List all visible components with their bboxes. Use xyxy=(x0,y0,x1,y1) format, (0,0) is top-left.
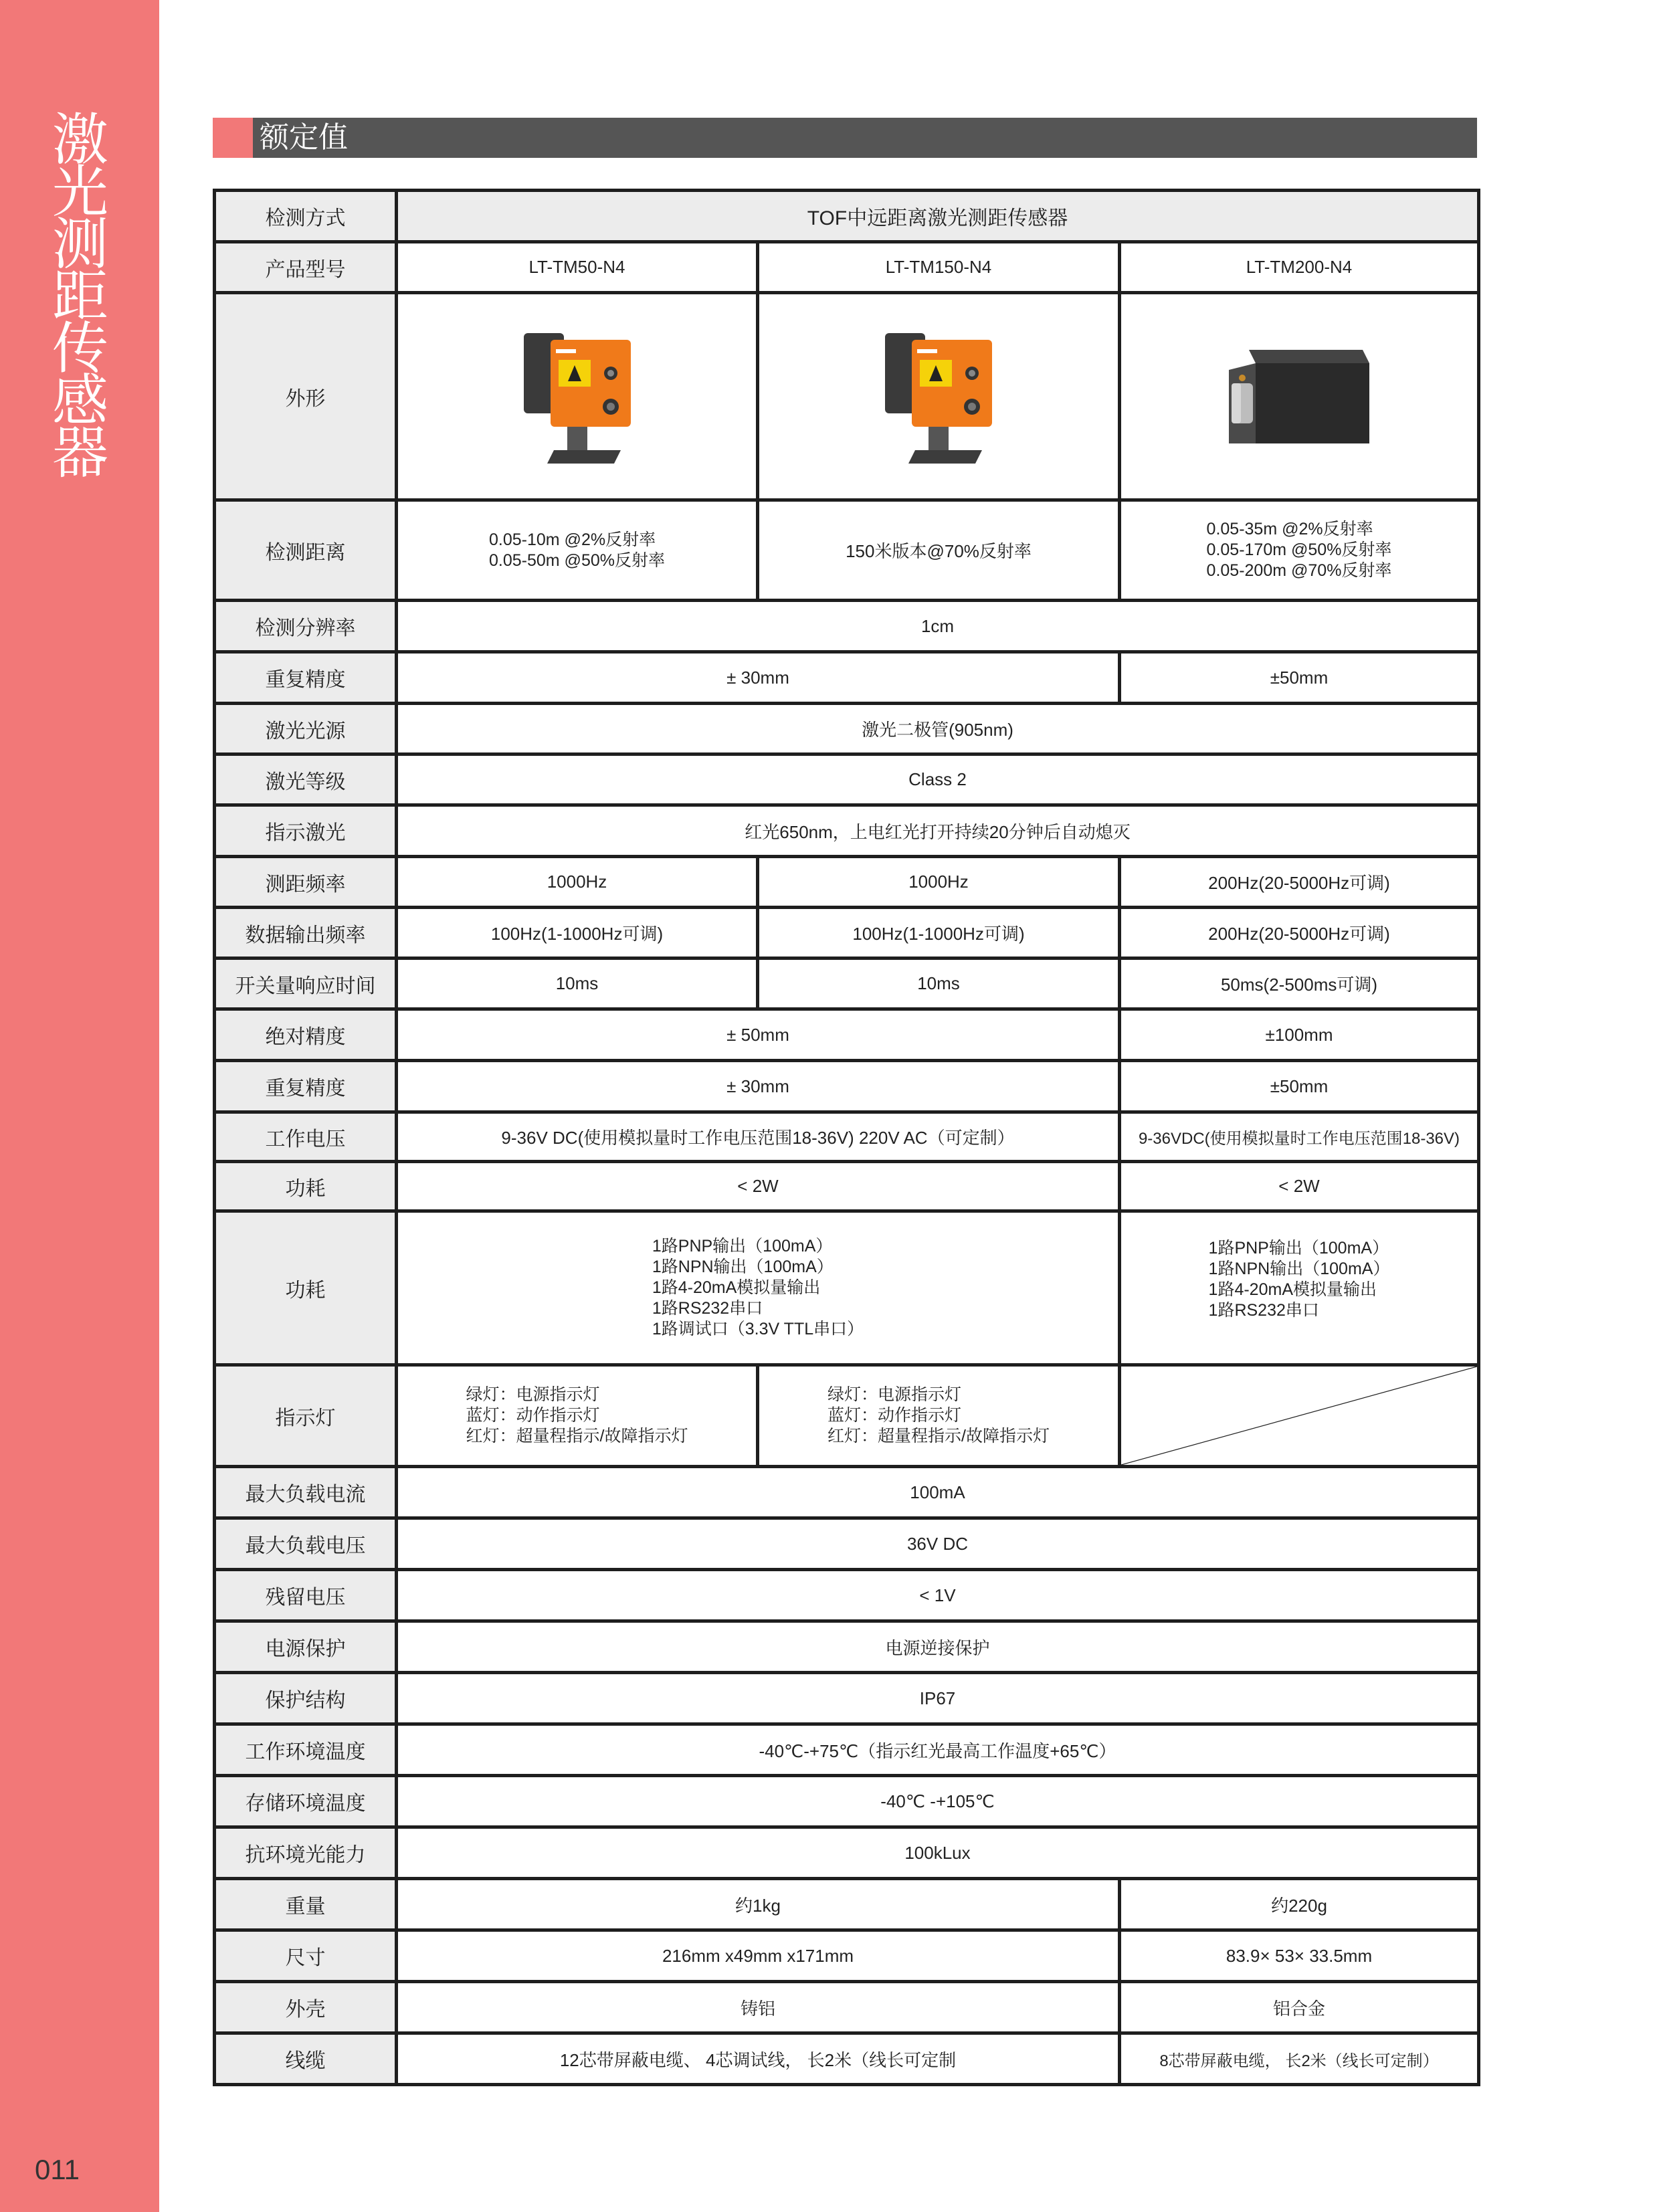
page-number: 011 xyxy=(35,2154,80,2185)
table-row xyxy=(215,652,1479,704)
row-label: 最大负载电流 xyxy=(215,1467,397,1518)
multi-line-text xyxy=(1207,519,1392,581)
row-label: 检测距离 xyxy=(215,500,397,601)
cell: 100Hz(1-1000Hz可调) xyxy=(397,908,758,959)
row-label: 线缆 xyxy=(215,2033,397,2085)
table-row xyxy=(215,857,1479,908)
vertical-title xyxy=(47,107,114,486)
table-row xyxy=(215,1112,1479,1162)
table-row xyxy=(215,1467,1479,1518)
text-line: 红灯：超量程指示/故障指示灯 xyxy=(827,1427,1050,1445)
table-row xyxy=(215,1009,1479,1061)
row-label: 指示激光 xyxy=(215,805,397,857)
text-line: 1路NPN输出（100mA） xyxy=(1208,1260,1390,1278)
cell xyxy=(397,1211,1120,1365)
row-label: 功耗 xyxy=(215,1211,397,1365)
cell: 红光650nm，上电红光打开持续20分钟后自动熄灭 xyxy=(397,805,1479,857)
multi-line-text xyxy=(827,1385,1050,1447)
product-image-tm150 xyxy=(758,293,1120,500)
row-label: 指示灯 xyxy=(215,1365,397,1467)
cell: 83.9× 53× 33.5mm xyxy=(1120,1930,1479,1982)
cell: 1000Hz xyxy=(397,857,758,908)
cell: 12芯带屏蔽电缆、 4芯调试线， 长2米（线长可定制 xyxy=(397,2033,1120,2085)
title-char: 传 xyxy=(52,316,108,381)
cell: 1000Hz xyxy=(758,857,1120,908)
table-row xyxy=(215,242,1479,293)
model-cell: LT-TM200-N4 xyxy=(1120,242,1479,293)
model-cell: LT-TM150-N4 xyxy=(758,242,1120,293)
table-row xyxy=(215,1982,1479,2033)
title-char: 光 xyxy=(52,159,108,225)
product-image-tm50 xyxy=(397,293,758,500)
table-row xyxy=(215,1518,1479,1570)
sensor-black-box-image xyxy=(1222,336,1376,457)
cell: 100kLux xyxy=(397,1827,1479,1879)
cell: 电源逆接保护 xyxy=(397,1621,1479,1673)
table-row xyxy=(215,1621,1479,1673)
row-label: 保护结构 xyxy=(215,1673,397,1724)
multi-line-text xyxy=(489,530,665,571)
text-line: 1路PNP输出（100mA） xyxy=(652,1237,833,1255)
text-line: 0.05-170m @50%反射率 xyxy=(1206,540,1392,559)
text-line: 1路4-20mA模拟量输出 xyxy=(1208,1280,1377,1299)
cell: < 1V xyxy=(397,1570,1479,1621)
table-row xyxy=(215,1776,1479,1827)
text-line: 0.05-10m @2%反射率 xyxy=(489,530,656,549)
text-line: 1路4-20mA模拟量输出 xyxy=(652,1278,821,1297)
cell: -40℃-+75℃（指示红光最高工作温度+65℃） xyxy=(397,1724,1479,1776)
title-char: 感 xyxy=(52,368,108,433)
cell: 200Hz(20-5000Hz可调) xyxy=(1120,908,1479,959)
row-label: 激光光源 xyxy=(215,704,397,755)
cell: 1cm xyxy=(397,601,1479,652)
empty-diagonal-cell xyxy=(1120,1365,1479,1467)
cell: 10ms xyxy=(397,959,758,1009)
sensor-orange-image xyxy=(878,320,999,474)
row-label: 重量 xyxy=(215,1879,397,1930)
section-title: 额定值 xyxy=(260,120,348,155)
cell: 36V DC xyxy=(397,1518,1479,1570)
cell: 铸铝 xyxy=(397,1982,1120,2033)
table-row xyxy=(215,1061,1479,1112)
text-line: 绿灯：电源指示灯 xyxy=(466,1385,600,1404)
section-header-bar xyxy=(213,118,1477,158)
table-row xyxy=(215,805,1479,857)
table-row xyxy=(215,293,1479,500)
cell: < 2W xyxy=(1120,1162,1479,1211)
row-label: 抗环境光能力 xyxy=(215,1827,397,1879)
multi-line-text xyxy=(466,1385,688,1447)
table-row xyxy=(215,908,1479,959)
model-cell: LT-TM50-N4 xyxy=(397,242,758,293)
text-line: 1路RS232串口 xyxy=(652,1299,763,1318)
cell: 150米版本@70%反射率 xyxy=(758,500,1120,601)
row-label: 功耗 xyxy=(215,1162,397,1211)
row-label: 检测方式 xyxy=(215,191,397,242)
text-line: 绿灯：电源指示灯 xyxy=(827,1385,962,1404)
cell xyxy=(1120,1211,1479,1365)
row-label: 工作环境温度 xyxy=(215,1724,397,1776)
text-line: 1路调试口（3.3V TTL串口） xyxy=(652,1320,864,1338)
row-label: 最大负载电压 xyxy=(215,1518,397,1570)
title-char: 测 xyxy=(52,211,108,277)
row-label: 外壳 xyxy=(215,1982,397,2033)
row-label: 数据输出频率 xyxy=(215,908,397,959)
row-label: 工作电压 xyxy=(215,1112,397,1162)
cell xyxy=(397,1365,758,1467)
text-line: 1路NPN输出（100mA） xyxy=(652,1258,834,1276)
table-row xyxy=(215,191,1479,242)
cell: 9-36V DC(使用模拟量时工作电压范围18-36V) 220V AC（可定制） xyxy=(397,1112,1120,1162)
row-label: 重复精度 xyxy=(215,652,397,704)
text-line: 0.05-50m @50%反射率 xyxy=(489,550,665,570)
row-label: 产品型号 xyxy=(215,242,397,293)
cell: 9-36VDC(使用模拟量时工作电压范围18-36V) xyxy=(1120,1112,1479,1162)
row-label: 检测分辨率 xyxy=(215,601,397,652)
text-line: 1路RS232串口 xyxy=(1208,1301,1319,1320)
table-row xyxy=(215,601,1479,652)
table-row xyxy=(215,1570,1479,1621)
cell: 8芯带屏蔽电缆， 长2米（线长可定制） xyxy=(1120,2033,1479,2085)
table-row xyxy=(215,2033,1479,2085)
text-line: 0.05-35m @2%反射率 xyxy=(1206,520,1373,538)
row-label: 残留电压 xyxy=(215,1570,397,1621)
table-row xyxy=(215,500,1479,601)
table-row xyxy=(215,1673,1479,1724)
product-image-tm200 xyxy=(1120,293,1479,500)
cell: ± 30mm xyxy=(397,652,1120,704)
cell: 10ms xyxy=(758,959,1120,1009)
cell: 216mm x49mm x171mm xyxy=(397,1930,1120,1982)
row-label: 绝对精度 xyxy=(215,1009,397,1061)
row-label: 开关量响应时间 xyxy=(215,959,397,1009)
row-label: 电源保护 xyxy=(215,1621,397,1673)
cell xyxy=(758,1365,1120,1467)
sensor-orange-image xyxy=(517,320,638,474)
text-line: 红灯：超量程指示/故障指示灯 xyxy=(466,1427,688,1445)
table-row xyxy=(215,1365,1479,1467)
title-char: 器 xyxy=(52,420,108,486)
table-row xyxy=(215,1879,1479,1930)
text-line: 0.05-200m @70%反射率 xyxy=(1206,561,1392,580)
text-line: 蓝灯：动作指示灯 xyxy=(827,1406,962,1425)
row-label: 外形 xyxy=(215,293,397,500)
row-label: 重复精度 xyxy=(215,1061,397,1112)
section-accent xyxy=(213,118,253,158)
cell: -40℃ -+105℃ xyxy=(397,1776,1479,1827)
multi-line-text xyxy=(1209,1238,1390,1321)
text-line: 1路PNP输出（100mA） xyxy=(1208,1239,1389,1258)
row-label: 尺寸 xyxy=(215,1930,397,1982)
cell: ±50mm xyxy=(1120,1061,1479,1112)
cell: Class 2 xyxy=(397,755,1479,805)
table-row xyxy=(215,959,1479,1009)
table-row xyxy=(215,1827,1479,1879)
sidebar xyxy=(0,0,159,2212)
cell: < 2W xyxy=(397,1162,1120,1211)
text-line: 蓝灯：动作指示灯 xyxy=(466,1406,600,1425)
multi-line-text xyxy=(652,1236,864,1340)
spec-table xyxy=(213,189,1480,2086)
table-row xyxy=(215,1930,1479,1982)
cell: ±50mm xyxy=(1120,652,1479,704)
table-row xyxy=(215,1211,1479,1365)
table-row xyxy=(215,704,1479,755)
cell: ±100mm xyxy=(1120,1009,1479,1061)
cell xyxy=(397,500,758,601)
cell: 铝合金 xyxy=(1120,1982,1479,2033)
table-row xyxy=(215,1724,1479,1776)
row-label: 激光等级 xyxy=(215,755,397,805)
table-row xyxy=(215,1162,1479,1211)
cell: 约220g xyxy=(1120,1879,1479,1930)
row-label: 存储环境温度 xyxy=(215,1776,397,1827)
cell: 约1kg xyxy=(397,1879,1120,1930)
cell: ± 30mm xyxy=(397,1061,1120,1112)
title-char: 距 xyxy=(52,264,108,329)
cell: 200Hz(20-5000Hz可调) xyxy=(1120,857,1479,908)
title-char: 激 xyxy=(52,107,108,173)
cell: 100mA xyxy=(397,1467,1479,1518)
row-label: 测距频率 xyxy=(215,857,397,908)
cell: IP67 xyxy=(397,1673,1479,1724)
cell: ± 50mm xyxy=(397,1009,1120,1061)
cell: 100Hz(1-1000Hz可调) xyxy=(758,908,1120,959)
cell: TOF中远距离激光测距传感器 xyxy=(397,191,1479,242)
cell: 50ms(2-500ms可调) xyxy=(1120,959,1479,1009)
table-row xyxy=(215,755,1479,805)
diagonal-line xyxy=(1121,1367,1477,1465)
cell xyxy=(1120,500,1479,601)
cell: 激光二极管(905nm) xyxy=(397,704,1479,755)
